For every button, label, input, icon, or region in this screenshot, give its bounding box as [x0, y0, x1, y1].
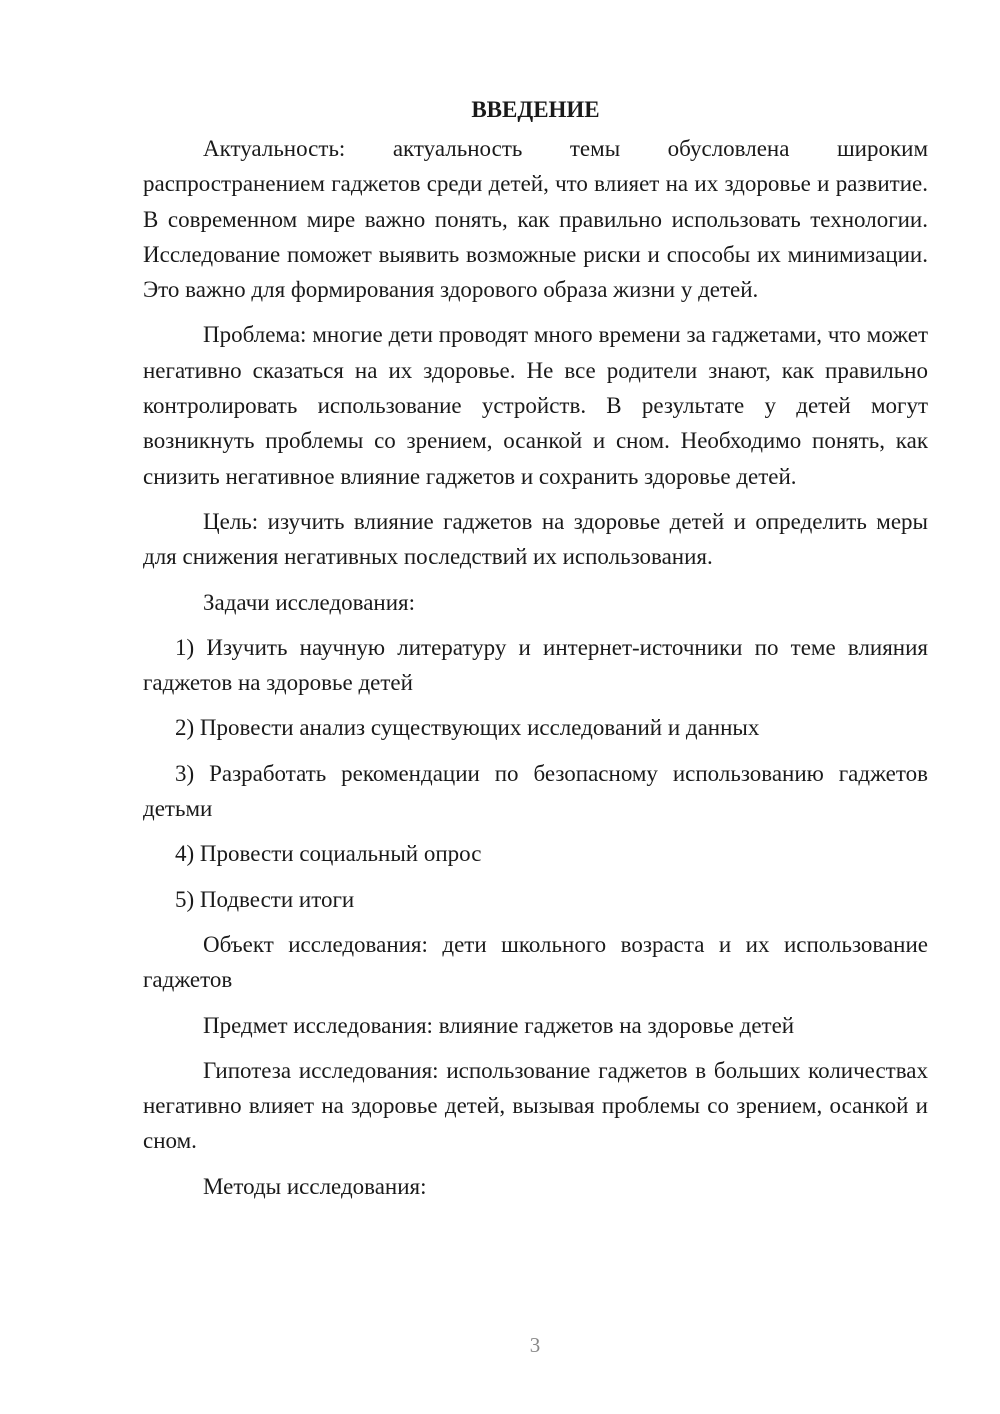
methods-heading: Методы исследования:: [203, 1173, 427, 1199]
task-item-1: 1) Изучить научную литературу и интернет-источники по теме влияния гаджетов на здоровье детей: [143, 634, 928, 696]
task-item-5: 5) Подвести итоги: [175, 886, 355, 912]
task-item-4: 4) Провести социальный опрос: [175, 841, 482, 867]
object-paragraph: Объект исследования: дети школьного возраста и их использование гаджетов: [143, 931, 928, 993]
goal-paragraph: Цель: изучить влияние гаджетов на здоровье детей и определить меры для снижения негативных последствий их использования.: [143, 508, 928, 570]
subject-paragraph: Предмет исследования: влияние гаджетов на здоровье детей: [203, 1012, 795, 1038]
task-item-3: 3) Разработать рекомендации по безопасному использованию гаджетов детьми: [143, 760, 928, 822]
page-number: 3: [529, 1333, 541, 1357]
problem-paragraph: Проблема: многие дети проводят много времени за гаджетами, что может негативно сказаться на их здоровье. Не все родители знают, как правильно контролировать использование устройств. В результате у детей могут возникнуть проблемы со зрением, осанкой и сном. Необходимо понять, как снизить негативное влияние гаджетов и сохранить здоровье детей.: [143, 322, 928, 489]
hypothesis-paragraph: Гипотеза исследования: использование гаджетов в больших количествах негативно влияет на здоровье детей, вызывая проблемы со зрением, осанкой и сном.: [143, 1057, 928, 1154]
relevance-paragraph: Актуальность: актуальность темы обусловлена широким распространением гаджетов среди детей, что влияет на их здоровье и развитие. В современном мире важно понять, как правильно использовать технологии. Исследование поможет выявить возможные риски и способы их минимизации. Это важно для формирования здорового образа жизни у детей.: [143, 136, 928, 303]
task-item-2: 2) Провести анализ существующих исследований и данных: [175, 715, 760, 741]
tasks-heading: Задачи исследования:: [203, 589, 416, 615]
tasks-list: [143, 630, 928, 917]
section-heading: ВВЕДЕНИЕ: [471, 97, 600, 122]
page-content: [143, 92, 928, 1214]
